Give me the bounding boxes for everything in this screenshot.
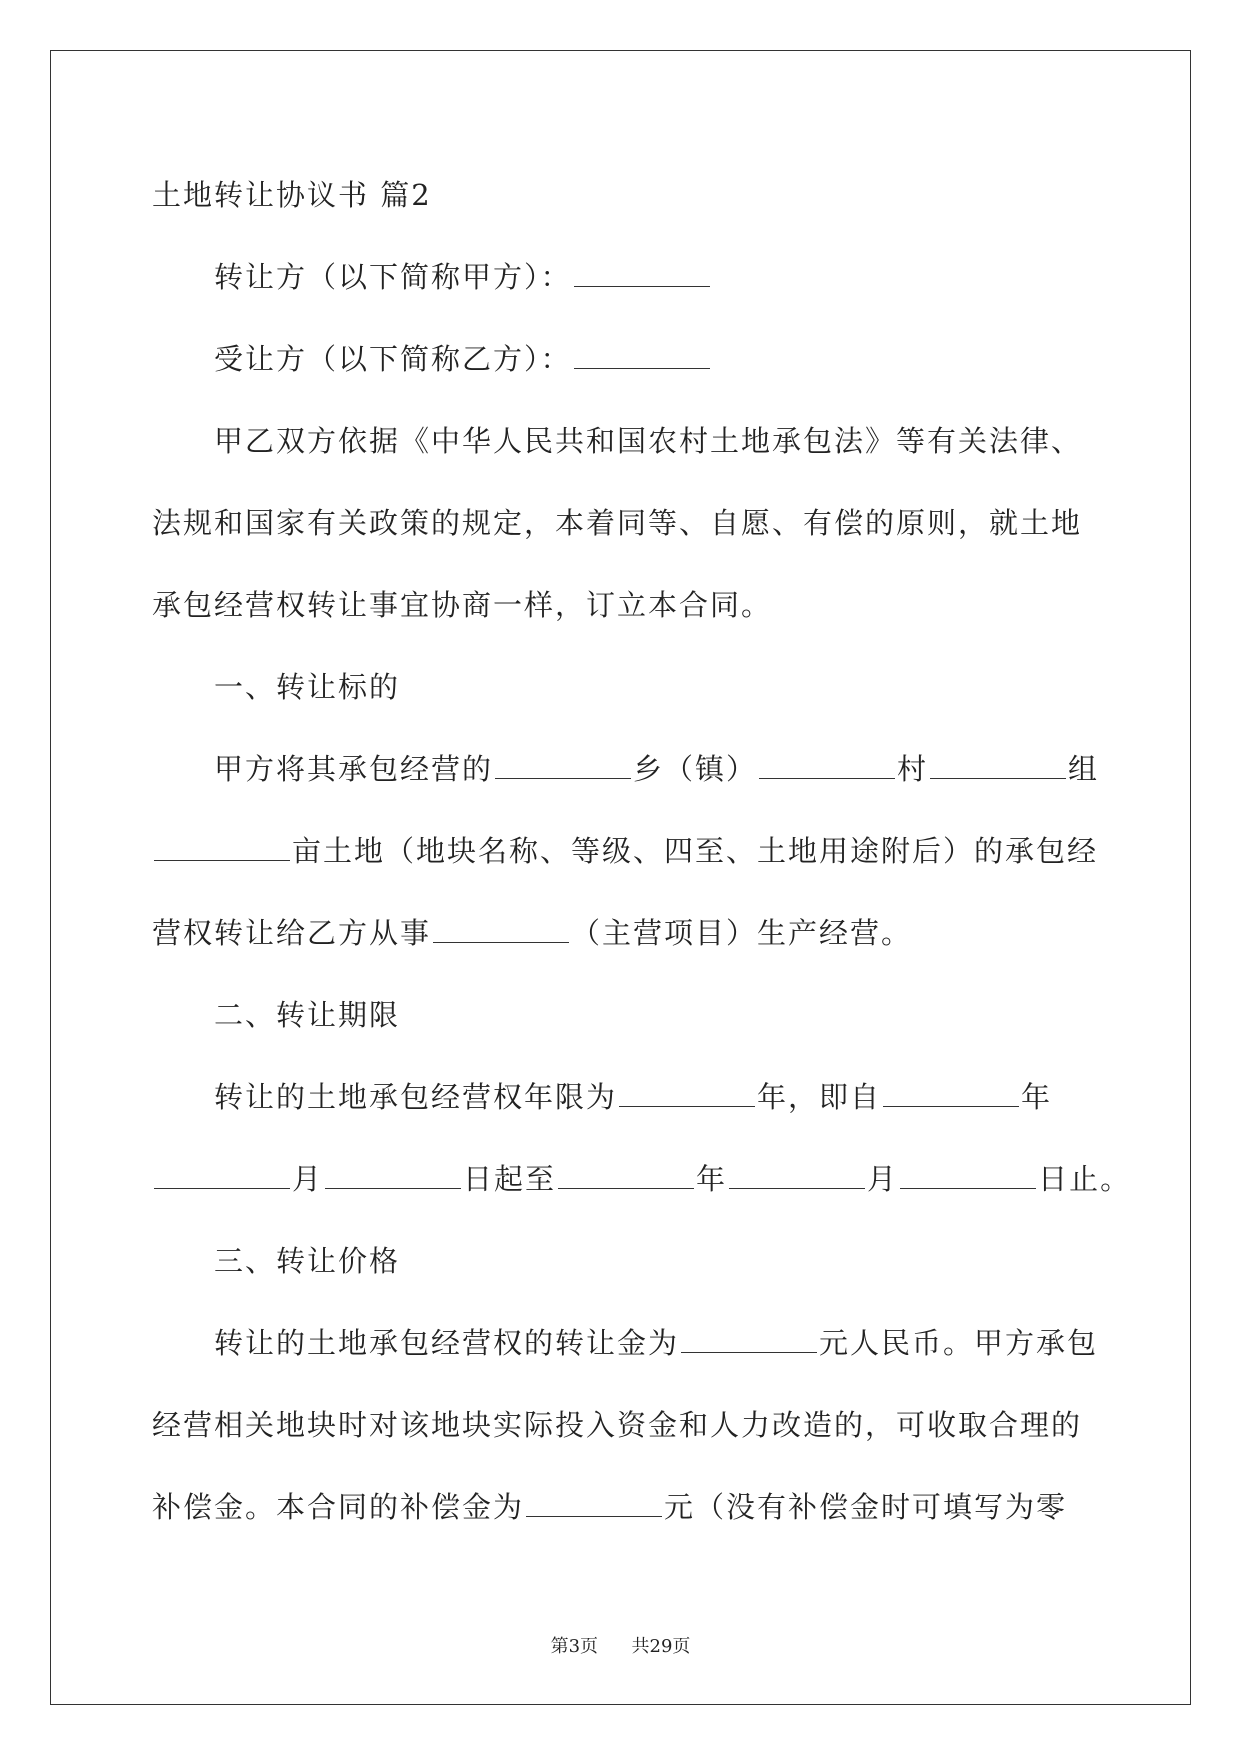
fill-in-blank[interactable] (325, 1168, 461, 1189)
paragraph-line (152, 570, 1092, 652)
fill-in-blank[interactable] (619, 1086, 755, 1107)
paragraph-line (152, 898, 1092, 980)
page-footer (0, 1632, 1241, 1658)
paragraph-line (152, 324, 1092, 406)
fill-in-blank[interactable] (495, 758, 631, 779)
fill-in-blank[interactable] (526, 1496, 662, 1517)
paragraph-line (152, 980, 1092, 1062)
fill-in-blank[interactable] (681, 1332, 817, 1353)
line-text: 年 (1021, 1080, 1053, 1114)
fill-in-blank[interactable] (729, 1168, 865, 1189)
line-text: （主营项目）生产经营。 (571, 916, 913, 950)
body-lines (152, 242, 1132, 1554)
paragraph-line (152, 406, 1092, 488)
line-text: 村 (897, 752, 929, 786)
line-text: 年，即自 (757, 1080, 882, 1114)
paragraph-line (152, 1472, 1092, 1554)
fill-in-blank[interactable] (154, 1168, 290, 1189)
line-text: 转让方（以下简称甲方）： (214, 260, 572, 294)
line-text: 承包经营权转让事宜协商一样，订立本合同。 (152, 588, 773, 622)
line-text: 转让的土地承包经营权年限为 (214, 1080, 618, 1114)
line-text: 甲乙双方依据《中华人民共和国农村土地承包法》等有关法律、 (214, 424, 1083, 458)
line-text: 补偿金。本合同的补偿金为 (152, 1490, 525, 1524)
line-text: 乡（镇） (633, 752, 758, 786)
line-text: 元人民币。甲方承包 (819, 1326, 1099, 1360)
page-total: 共29页 (631, 1636, 691, 1657)
fill-in-blank[interactable] (558, 1168, 694, 1189)
document-body (152, 160, 1132, 1554)
line-text: 三、转让价格 (214, 1244, 401, 1278)
line-text: 亩土地（地块名称、等级、四至、土地用途附后）的承包经 (292, 834, 1099, 868)
line-text: 转让的土地承包经营权的转让金为 (214, 1326, 680, 1360)
fill-in-blank[interactable] (759, 758, 895, 779)
fill-in-blank[interactable] (574, 266, 710, 287)
fill-in-blank[interactable] (930, 758, 1066, 779)
paragraph-line (152, 1062, 1092, 1144)
fill-in-blank[interactable] (433, 922, 569, 943)
line-text: 甲方将其承包经营的 (214, 752, 494, 786)
paragraph-line (152, 1226, 1092, 1308)
line-text: 日止。 (1038, 1162, 1132, 1196)
line-text: 法规和国家有关政策的规定，本着同等、自愿、有偿的原则，就土地 (152, 506, 1083, 540)
line-text: 二、转让期限 (214, 998, 401, 1032)
page-number: 第3页 (550, 1636, 599, 1657)
fill-in-blank[interactable] (900, 1168, 1036, 1189)
line-text: 一、转让标的 (214, 670, 401, 704)
line-text: 月 (292, 1162, 324, 1196)
line-text: 月 (867, 1162, 899, 1196)
line-text: 元（没有补偿金时可填写为零 (664, 1490, 1068, 1524)
line-text: 组 (1068, 752, 1100, 786)
paragraph-line (152, 652, 1092, 734)
paragraph-line (152, 816, 1099, 898)
paragraph-line (152, 734, 1100, 816)
paragraph-line (152, 242, 1092, 324)
line-text: 日起至 (463, 1162, 557, 1196)
fill-in-blank[interactable] (154, 840, 290, 861)
line-text: 营权转让给乙方从事 (152, 916, 432, 950)
paragraph-line (152, 1390, 1092, 1472)
paragraph-line (152, 1308, 1099, 1390)
line-text: 年 (696, 1162, 728, 1196)
paragraph-line (152, 488, 1092, 570)
line-text: 受让方（以下简称乙方）： (214, 342, 572, 376)
fill-in-blank[interactable] (574, 348, 710, 369)
document-title: 土地转让协议书 篇2 (152, 178, 432, 212)
fill-in-blank[interactable] (883, 1086, 1019, 1107)
line-text: 经营相关地块时对该地块实际投入资金和人力改造的，可收取合理的 (152, 1408, 1083, 1442)
paragraph-line (152, 1144, 1132, 1226)
